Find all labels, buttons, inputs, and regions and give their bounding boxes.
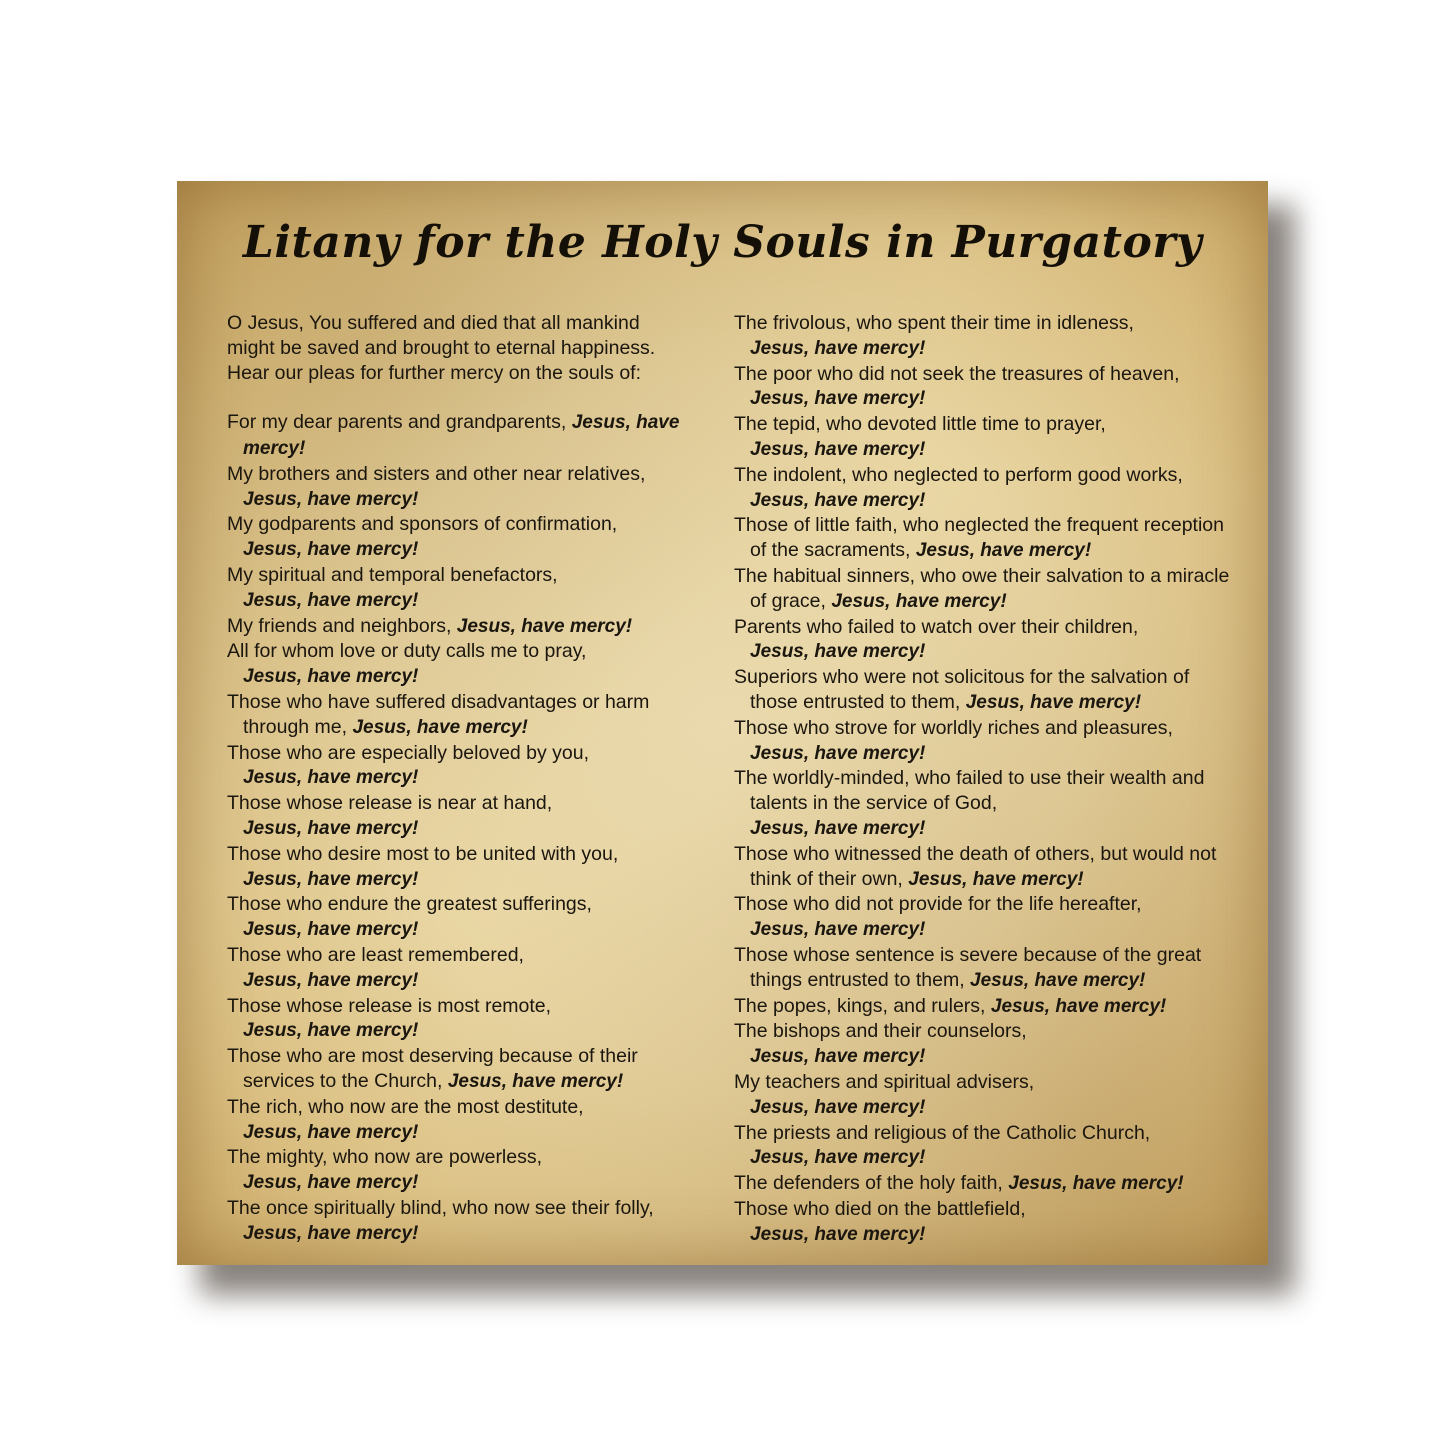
- petition-text: Those who endure the greatest sufferings,: [227, 893, 592, 916]
- petition-entry: [734, 513, 1234, 564]
- petition-entry: [734, 766, 1234, 841]
- response-text: Jesus, have mercy!: [243, 969, 419, 991]
- petition-text: Those of little faith, who neglected the frequent reception of the sacraments,: [734, 514, 1224, 562]
- petition-text: The once spiritually blind, who now see their folly,: [227, 1196, 654, 1219]
- response-text: Jesus, have mercy!: [750, 641, 926, 663]
- petition-text: My friends and neighbors,: [227, 614, 452, 637]
- petition-text: The priests and religious of the Catholic Church,: [734, 1121, 1151, 1144]
- petition-text: The bishops and their counselors,: [734, 1020, 1027, 1043]
- petition-text: The tepid, who devoted little time to prayer,: [734, 413, 1106, 436]
- petition-entry: [227, 842, 707, 893]
- petition-text: Superiors who were not solicitous for the salvation of those entrusted to them,: [734, 666, 1190, 713]
- intro-spacer: [227, 385, 707, 410]
- petition-text: The indolent, who neglected to perform good works,: [734, 463, 1183, 486]
- petition-entry: [227, 1145, 707, 1196]
- petition-text: Those who did not provide for the life hereafter,: [734, 893, 1142, 916]
- petition-text: Those who witnessed the death of others, but would not think of their own,: [734, 842, 1217, 890]
- response-text: Jesus, have mercy!: [915, 540, 1092, 562]
- petition-entry: [734, 1019, 1234, 1070]
- petition-text: Those who are most deserving because of their services to the Church,: [227, 1045, 638, 1092]
- page-title: Litany for the Holy Souls in Purgatory: [242, 217, 1203, 268]
- petition-entry: [227, 892, 707, 943]
- response-text: Jesus, have mercy!: [990, 995, 1167, 1017]
- petition-text: Those whose sentence is severe because of the great things entrusted to them,: [734, 943, 1202, 991]
- petition-entry: [227, 512, 707, 563]
- petition-entry: [227, 462, 707, 513]
- petition-text: Parents who failed to watch over their children,: [734, 615, 1139, 638]
- petition-entry: [227, 1095, 707, 1146]
- response-text: Jesus, have mercy!: [243, 817, 419, 839]
- petition-text: The worldly-minded, who failed to use their wealth and talents in the service of God,: [734, 767, 1205, 815]
- petition-entry: [734, 463, 1234, 514]
- petition-entry: [227, 943, 707, 994]
- petition-text: The habitual sinners, who owe their salvation to a miracle of grace,: [734, 564, 1230, 612]
- petition-entry: [734, 311, 1234, 362]
- right-column: [734, 311, 1234, 1247]
- petition-entry: [734, 615, 1234, 666]
- intro-line: O Jesus, You suffered and died that all mankind: [227, 312, 640, 334]
- petition-entry: [227, 410, 707, 462]
- petition-text: The mighty, who now are powerless,: [227, 1146, 543, 1169]
- response-text: Jesus, have mercy!: [750, 438, 926, 460]
- response-text: Jesus, have mercy!: [447, 1070, 624, 1092]
- response-text: Jesus, have mercy!: [831, 590, 1007, 612]
- petition-entry: [227, 791, 707, 842]
- response-text: Jesus, have mercy!: [965, 691, 1142, 713]
- petition-entry: [734, 842, 1234, 893]
- response-text: Jesus, have mercy!: [243, 868, 419, 890]
- response-text: Jesus, have mercy!: [243, 1020, 419, 1042]
- response-text: Jesus, have mercy!: [352, 716, 528, 738]
- petition-entry: [734, 1121, 1234, 1172]
- petition-entry: [734, 564, 1234, 615]
- response-text: Jesus, have mercy!: [750, 1046, 926, 1068]
- petition-text: My godparents and sponsors of confirmation,: [227, 513, 618, 536]
- response-text: Jesus, have mercy!: [243, 589, 419, 611]
- response-text: Jesus, have mercy!: [970, 969, 1146, 991]
- petition-text: Those who strove for worldly riches and pleasures,: [734, 716, 1173, 739]
- petition-text: Those who desire most to be united with you,: [227, 842, 619, 865]
- response-text: Jesus, have mercy!: [243, 1172, 419, 1194]
- petition-entry: [734, 892, 1234, 943]
- petition-entry: [734, 994, 1234, 1020]
- response-text: Jesus, have mercy!: [243, 1121, 419, 1143]
- petition-text: For my dear parents and grandparents,: [227, 411, 567, 434]
- response-text: Jesus, have mercy!: [908, 868, 1084, 890]
- petition-text: Those who died on the battlefield,: [734, 1197, 1026, 1220]
- petition-text: The poor who did not seek the treasures of heaven,: [734, 362, 1180, 385]
- response-text: Jesus, have mercy!: [750, 1147, 926, 1169]
- petition-entry: [734, 716, 1234, 767]
- response-text: Jesus, have mercy!: [750, 919, 926, 941]
- response-text: Jesus, have mercy!: [750, 337, 926, 359]
- response-text: Jesus, have mercy!: [243, 767, 419, 789]
- intro-line: might be saved and brought to eternal happiness.: [227, 336, 656, 359]
- petition-entry: [227, 1044, 707, 1095]
- response-text: Jesus, have mercy!: [243, 919, 419, 941]
- petition-text: The popes, kings, and rulers,: [734, 994, 986, 1017]
- petition-text: The defenders of the holy faith,: [734, 1172, 1003, 1195]
- petition-text: My spiritual and temporal benefactors,: [227, 563, 558, 586]
- petition-entry: [734, 665, 1234, 716]
- response-text: Jesus, have mercy!: [750, 388, 926, 410]
- petition-text: Those whose release is most remote,: [227, 994, 552, 1017]
- petition-text: Those who are especially beloved by you,: [227, 741, 590, 764]
- response-text: Jesus, have mercy!: [750, 817, 926, 839]
- petition-text: Those who are least remembered,: [227, 943, 524, 966]
- response-text: Jesus, have mercy!: [243, 666, 419, 688]
- petition-text: Those whose release is near at hand,: [227, 792, 553, 815]
- left-column: [227, 311, 707, 1246]
- petition-entry: [227, 639, 707, 690]
- response-text: Jesus, have mercy!: [243, 488, 419, 510]
- response-text: Jesus, have mercy!: [456, 615, 633, 637]
- petition-entry: [734, 943, 1234, 994]
- petition-text: My teachers and spiritual advisers,: [734, 1070, 1035, 1093]
- intro-line: Hear our pleas for further mercy on the souls of:: [227, 361, 642, 384]
- petition-entry: [227, 690, 707, 741]
- petition-entry: [734, 412, 1234, 463]
- petition-entry: [734, 1171, 1234, 1197]
- petition-text: The rich, who now are the most destitute,: [227, 1095, 584, 1118]
- petition-entry: [734, 1197, 1234, 1248]
- response-text: Jesus, have mercy!: [750, 1096, 926, 1118]
- response-text: Jesus, have mercy!: [750, 489, 926, 511]
- petition-entry: [227, 741, 707, 792]
- response-text: Jesus, have mercy!: [243, 412, 680, 459]
- petition-text: All for whom love or duty calls me to pray,: [227, 640, 587, 663]
- petition-entry: [227, 563, 707, 614]
- petition-text: The frivolous, who spent their time in idleness,: [734, 312, 1134, 334]
- petition-text: Those who have suffered disadvantages or harm through me,: [227, 690, 650, 738]
- response-text: Jesus, have mercy!: [243, 539, 419, 561]
- response-text: Jesus, have mercy!: [1008, 1173, 1184, 1195]
- parchment-card: [177, 181, 1268, 1265]
- petition-entry: [734, 1070, 1234, 1121]
- petition-entry: [227, 1196, 707, 1247]
- petition-entry: [227, 614, 707, 640]
- petition-entry: [227, 994, 707, 1045]
- response-text: Jesus, have mercy!: [243, 1222, 419, 1244]
- petition-text: My brothers and sisters and other near relatives,: [227, 462, 646, 485]
- petition-entry: [734, 362, 1234, 413]
- response-text: Jesus, have mercy!: [750, 742, 926, 764]
- response-text: Jesus, have mercy!: [750, 1223, 926, 1245]
